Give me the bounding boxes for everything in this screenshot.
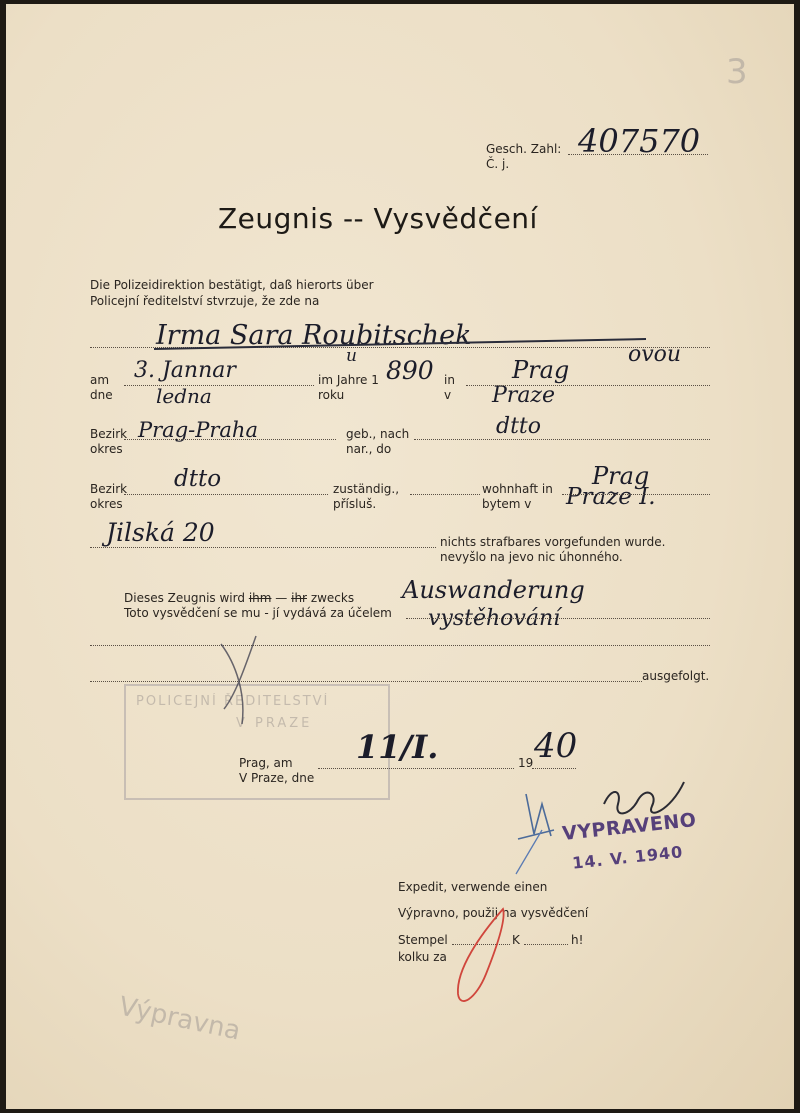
label-dne: dne: [90, 388, 113, 402]
district-to-value: dtto: [496, 414, 542, 439]
vypraveno-date: 14. V. 1940: [571, 842, 685, 873]
label-geb-nach: geb., nach: [346, 427, 410, 441]
document-title: Zeugnis -- Vysvědčení: [218, 202, 538, 235]
label-in: in: [444, 373, 455, 387]
handwritten-marks: [6, 4, 794, 1109]
label-zustandig: zuständig.,: [333, 482, 400, 496]
purpose-value-cz: vystěhování: [428, 606, 561, 631]
purpose-de-suffix: zwecks: [310, 591, 355, 605]
ghost-stamp-mid: V PRAZE: [236, 716, 313, 731]
expedit-line2: Výpravno, použij na vysvědčení: [398, 906, 589, 920]
purpose-de-ihm: ihm: [248, 591, 272, 605]
label-bezirk-2: Bezirk: [90, 482, 128, 496]
intro-czech: Policejní ředitelství stvrzuje, že zde na: [90, 294, 320, 308]
ausgefolgt: ausgefolgt.: [642, 669, 710, 683]
nichts-german: nichts strafbares vorgefunden wurde.: [440, 535, 666, 549]
date-year: 40: [534, 726, 578, 766]
name-suffix-ovou: ovou: [628, 342, 682, 367]
label-roku: roku: [318, 388, 345, 402]
birth-place-cz: Praze: [492, 383, 556, 408]
birth-day-cz: ledna: [156, 384, 212, 408]
birth-day-de: 3. Jannar: [134, 358, 236, 383]
vypraveno-stamp: VYPRAVENO: [561, 809, 698, 845]
cj-label: Č. j.: [486, 157, 510, 171]
signature-mark: [604, 782, 684, 813]
pencil-initials: [518, 794, 554, 839]
street-address: Jilská 20: [106, 518, 215, 547]
ghost-vypravna: Výpravna: [116, 991, 244, 1047]
margin-number: 3: [726, 52, 748, 92]
label-bezirk-1: Bezirk: [90, 427, 128, 441]
label-v: v: [444, 388, 452, 402]
intro-german: Die Polizeidirektion bestätigt, daß hierorts über: [90, 278, 374, 292]
label-okres-1: okres: [90, 442, 123, 456]
label-h: h!: [571, 933, 584, 947]
label-okres-2: okres: [90, 497, 123, 511]
name-underline: [154, 339, 646, 349]
label-bytem: bytem v: [482, 497, 532, 511]
label-v-praze: V Praze, dne: [239, 771, 315, 785]
domicile-city-cz: Praze I.: [566, 484, 656, 510]
expedit-line1: Expedit, verwende einen: [398, 880, 548, 894]
label-wohnhaft: wohnhaft in: [482, 482, 553, 496]
domicile-value: dtto: [174, 466, 222, 492]
label-stempel: Stempel: [398, 933, 448, 947]
label-kolku-za: kolku za: [398, 950, 447, 964]
purpose-de-ihr: ihr: [291, 591, 307, 605]
name-suffix-u: u: [346, 346, 357, 366]
purpose-czech: Toto vysvědčení se mu - jí vydává za účelem: [124, 606, 392, 620]
cross-out-mark: [221, 636, 256, 724]
label-im-jahre: im Jahre 1: [318, 373, 379, 387]
red-pencil-mark: [458, 909, 504, 1001]
label-am: am: [90, 373, 110, 387]
label-nar-do: nar., do: [346, 442, 392, 456]
birth-place-de: Prag: [512, 356, 570, 384]
nichts-czech: nevyšlo na jevo nic úhonného.: [440, 550, 623, 564]
document-page: [6, 4, 794, 1109]
date-day: 11/I.: [356, 728, 439, 766]
gesch-zahl-label: Gesch. Zahl:: [486, 142, 562, 156]
person-name: Irma Sara Roubitschek: [156, 320, 472, 351]
label-k: K: [512, 933, 520, 947]
ghost-stamp-top: POLICEJNÍ ŘEDITELSTVÍ: [136, 694, 330, 709]
birth-year: 890: [386, 356, 434, 385]
purpose-value-de: Auswanderung: [402, 576, 585, 604]
label-prag-am: Prag, am: [239, 756, 293, 770]
district-value: Prag-Praha: [138, 418, 258, 442]
date-century: 19: [518, 756, 534, 770]
purpose-de-prefix: Dieses Zeugnis wird: [124, 591, 245, 605]
domicile-city-de: Prag: [592, 462, 650, 490]
reference-number: 407570: [578, 122, 701, 160]
label-prislus: přísluš.: [333, 497, 377, 511]
purpose-de-dash: —: [275, 591, 288, 605]
